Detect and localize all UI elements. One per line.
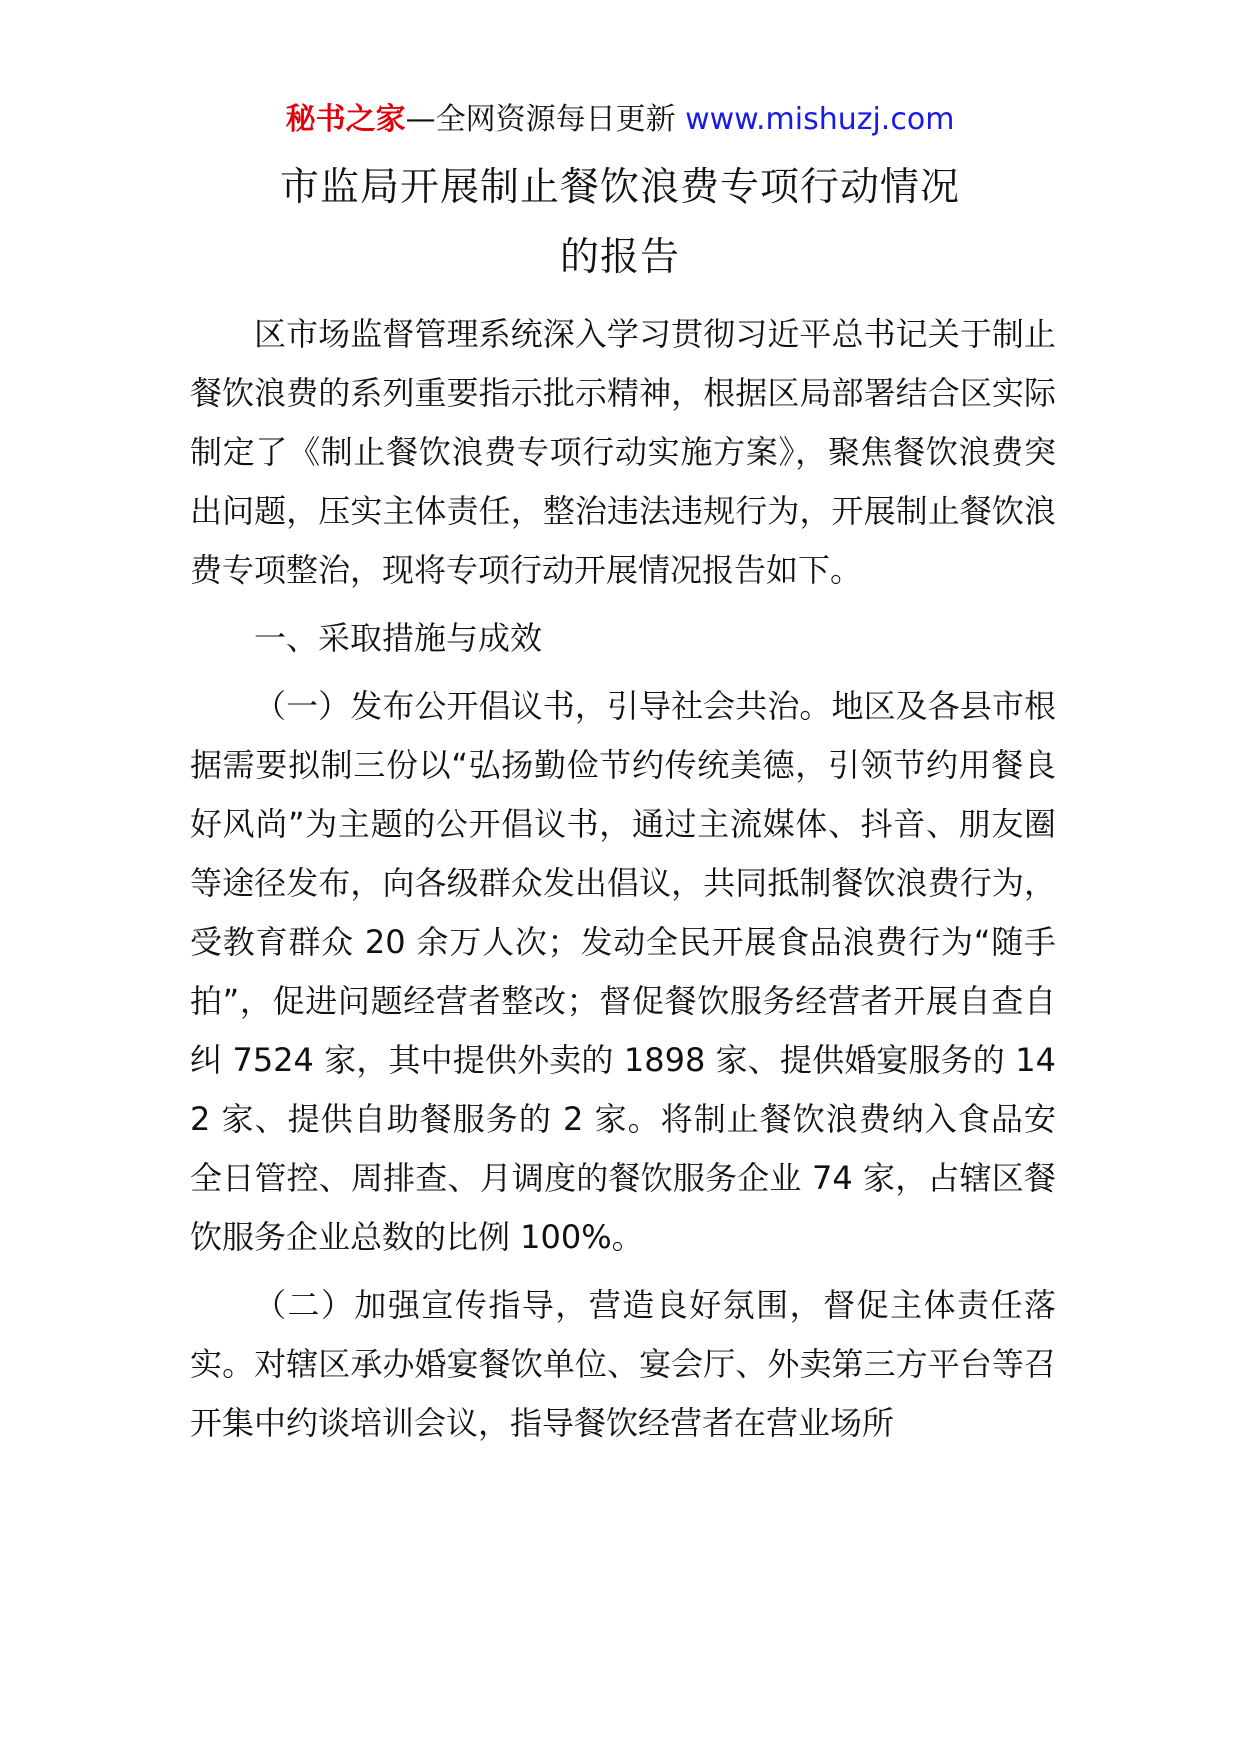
section-heading-1: 一、采取措施与成效 xyxy=(254,619,543,657)
site-banner xyxy=(0,100,1240,140)
banner-slogan: —全网资源每日更新 xyxy=(405,102,676,137)
document-body xyxy=(190,305,1056,1453)
document-title-line-2: 的报告 xyxy=(559,235,680,280)
site-url[interactable]: www.mishuzj.com xyxy=(675,102,955,137)
item-paragraph-1: （一）发布公开倡议书，引导社会共治。地区及各县市根据需要拟制三份以“弘扬勤俭节约传统美德，引领节约用餐良好风尚”为主题的公开倡议书，通过主流媒体、抖音、朋友圈等途径发布，向各级群众发出倡议，共同抵制餐饮浪费行为，受教育群众 20 余万人次；发动全民开展食品浪费行为“随手拍”，促进问题经营者整改；督促餐饮服务经营者开展自查自纠 7524 家，其中提供外卖的 1898 家、提供婚宴服务的 142 家、提供自助餐服务的 2 家。将制止餐饮浪费纳入食品安全日管控、周排查、月调度的餐饮服务企业 74 家，占辖区餐饮服务企业总数的比例 100%。 xyxy=(190,687,1056,1256)
item-paragraph-2: （二）加强宣传指导，营造良好氛围，督促主体责任落实。对辖区承办婚宴餐饮单位、宴会厅、外卖第三方平台等召开集中约谈培训会议，指导餐饮经营者在营业场所 xyxy=(190,1286,1056,1442)
brand-name: 秘书之家 xyxy=(285,102,406,137)
intro-paragraph: 区市场监督管理系统深入学习贯彻习近平总书记关于制止餐饮浪费的系列重要指示批示精神，根据区局部署结合区实际制定了《制止餐饮浪费专项行动实施方案》，聚焦餐饮浪费突出问题，压实主体责任，整治违法违规行为，开展制止餐饮浪费专项整治，现将专项行动开展情况报告如下。 xyxy=(190,315,1056,589)
document-title-line-1: 市监局开展制止餐饮浪费专项行动情况 xyxy=(279,165,960,210)
